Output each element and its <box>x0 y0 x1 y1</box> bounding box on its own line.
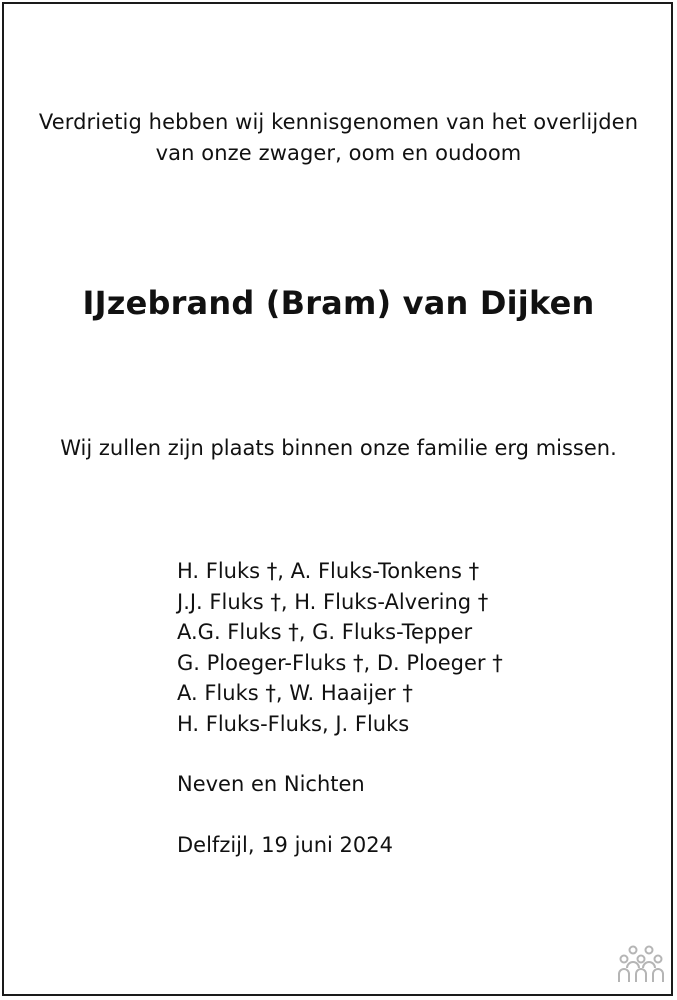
intro-text <box>0 107 677 169</box>
intro-line-1: Verdrietig hebben wij kennisgenomen van het overlijden <box>38 110 639 134</box>
deceased-name: IJzebrand (Bram) van Dijken <box>82 284 595 322</box>
closing-text: Wij zullen zijn plaats binnen onze familie erg missen. <box>60 436 617 460</box>
signer-line: A.G. Fluks †, G. Fluks-Tepper <box>177 620 473 644</box>
signer-line: J.J. Fluks †, H. Fluks-Alvering † <box>177 589 489 614</box>
place-date: Delfzijl, 19 juni 2024 <box>177 833 393 857</box>
signer-line: G. Ploeger-Fluks †, D. Ploeger † <box>177 650 503 675</box>
intro-line-2: van onze zwager, oom en oudoom <box>155 141 522 165</box>
signers-list <box>177 556 503 739</box>
signer-line: A. Fluks †, W. Haaijer † <box>177 681 413 705</box>
relatives-group: Neven en Nichten <box>177 772 365 796</box>
people-group-icon <box>617 944 665 984</box>
signer-line: H. Fluks †, A. Fluks-Tonkens † <box>177 559 480 583</box>
signer-line: H. Fluks-Fluks, J. Fluks <box>177 711 410 736</box>
